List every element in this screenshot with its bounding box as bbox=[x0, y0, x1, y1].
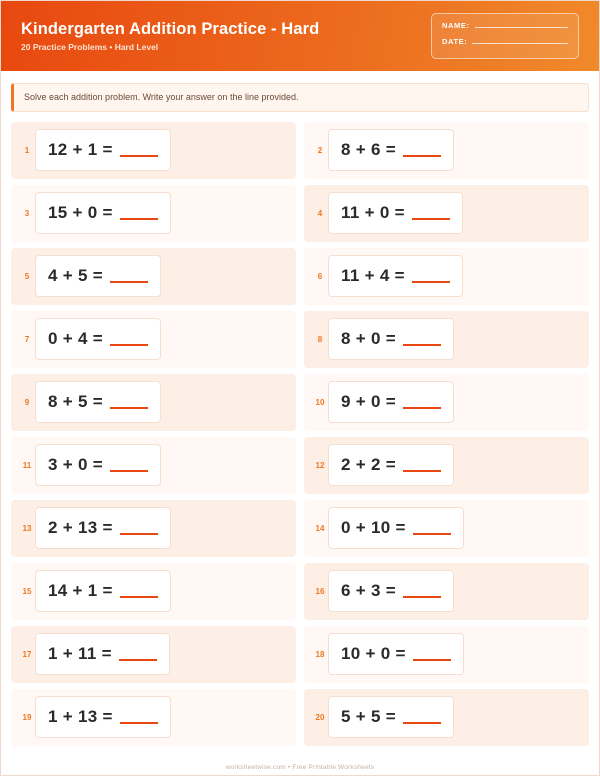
problem-number: 12 bbox=[315, 460, 325, 470]
problem-number: 17 bbox=[22, 649, 32, 659]
problem-item bbox=[304, 248, 589, 305]
answer-line[interactable] bbox=[120, 722, 158, 724]
problem-item bbox=[11, 626, 296, 683]
problem-item bbox=[11, 311, 296, 368]
problem-card bbox=[35, 507, 171, 549]
answer-line[interactable] bbox=[110, 470, 148, 472]
problem-card bbox=[328, 381, 454, 423]
footer-credit: worksheetwise.com • Free Printable Worksheets bbox=[225, 764, 375, 771]
problem-expression: 1 + 11 = bbox=[48, 644, 112, 664]
problem-expression: 14 + 1 = bbox=[48, 581, 113, 601]
answer-line[interactable] bbox=[110, 407, 148, 409]
instructions-banner bbox=[11, 83, 589, 112]
problem-number: 4 bbox=[317, 208, 323, 218]
problem-item bbox=[11, 437, 296, 494]
problem-expression: 10 + 0 = bbox=[341, 644, 406, 664]
problem-number: 16 bbox=[315, 586, 325, 596]
problem-expression: 5 + 5 = bbox=[341, 707, 397, 727]
problem-card bbox=[35, 696, 171, 738]
problem-item bbox=[304, 689, 589, 746]
answer-line[interactable] bbox=[403, 470, 441, 472]
answer-line[interactable] bbox=[403, 596, 441, 598]
problem-card bbox=[35, 255, 161, 297]
problem-card bbox=[328, 129, 454, 171]
problem-card bbox=[35, 381, 161, 423]
answer-line[interactable] bbox=[120, 218, 158, 220]
problem-item bbox=[304, 626, 589, 683]
page-subtitle: 20 Practice Problems • Hard Level bbox=[21, 41, 159, 52]
problem-card bbox=[328, 192, 463, 234]
problem-card bbox=[35, 444, 161, 486]
problem-number: 6 bbox=[317, 271, 323, 281]
problem-card bbox=[35, 633, 170, 675]
problem-item bbox=[11, 689, 296, 746]
problem-number: 10 bbox=[315, 397, 325, 407]
answer-line[interactable] bbox=[119, 659, 157, 661]
problem-expression: 11 + 0 = bbox=[341, 203, 405, 223]
page-title: Kindergarten Addition Practice - Hard bbox=[21, 19, 320, 38]
problem-item bbox=[11, 500, 296, 557]
problem-number: 20 bbox=[315, 712, 325, 722]
problem-number: 3 bbox=[24, 208, 30, 218]
problem-expression: 1 + 13 = bbox=[48, 707, 113, 727]
date-field-row[interactable] bbox=[442, 37, 568, 46]
problem-expression: 8 + 0 = bbox=[341, 329, 397, 349]
answer-line[interactable] bbox=[412, 218, 450, 220]
problem-item bbox=[11, 374, 296, 431]
name-label: NAME: bbox=[442, 21, 470, 30]
problem-expression: 15 + 0 = bbox=[48, 203, 113, 223]
problem-expression: 4 + 5 = bbox=[48, 266, 104, 286]
problem-card bbox=[328, 633, 464, 675]
problem-expression: 11 + 4 = bbox=[341, 266, 405, 286]
problem-card bbox=[328, 255, 463, 297]
instructions-text: Solve each addition problem. Write your answer on the line provided. bbox=[24, 92, 299, 102]
problem-card bbox=[328, 570, 454, 612]
answer-line[interactable] bbox=[110, 344, 148, 346]
problem-expression: 2 + 2 = bbox=[341, 455, 397, 475]
answer-line[interactable] bbox=[403, 407, 441, 409]
answer-line[interactable] bbox=[403, 722, 441, 724]
worksheet-header bbox=[1, 1, 599, 71]
problem-number: 19 bbox=[22, 712, 32, 722]
answer-line[interactable] bbox=[120, 155, 158, 157]
problem-expression: 0 + 10 = bbox=[341, 518, 406, 538]
name-write-line[interactable] bbox=[475, 27, 568, 28]
answer-line[interactable] bbox=[110, 281, 148, 283]
date-write-line[interactable] bbox=[472, 43, 568, 44]
problem-expression: 8 + 5 = bbox=[48, 392, 104, 412]
problem-card bbox=[328, 696, 454, 738]
problem-card bbox=[328, 444, 454, 486]
problem-card bbox=[35, 570, 171, 612]
problem-number: 9 bbox=[24, 397, 30, 407]
problem-item bbox=[304, 122, 589, 179]
answer-line[interactable] bbox=[120, 533, 158, 535]
problem-item bbox=[11, 185, 296, 242]
name-field-row[interactable] bbox=[442, 21, 568, 30]
problem-expression: 8 + 6 = bbox=[341, 140, 397, 160]
problem-number: 13 bbox=[22, 523, 32, 533]
problem-item bbox=[304, 437, 589, 494]
problem-card bbox=[35, 318, 161, 360]
problem-expression: 9 + 0 = bbox=[341, 392, 397, 412]
problem-item bbox=[304, 311, 589, 368]
problems-grid bbox=[11, 122, 589, 746]
problem-item bbox=[11, 248, 296, 305]
problem-expression: 3 + 0 = bbox=[48, 455, 104, 475]
problem-item bbox=[304, 563, 589, 620]
problem-number: 15 bbox=[22, 586, 32, 596]
problem-card bbox=[35, 129, 171, 171]
problem-number: 18 bbox=[315, 649, 325, 659]
problem-item bbox=[304, 185, 589, 242]
problem-expression: 6 + 3 = bbox=[341, 581, 397, 601]
answer-line[interactable] bbox=[413, 659, 451, 661]
answer-line[interactable] bbox=[413, 533, 451, 535]
problem-number: 14 bbox=[315, 523, 325, 533]
answer-line[interactable] bbox=[403, 344, 441, 346]
problem-card bbox=[328, 507, 464, 549]
problem-item bbox=[11, 563, 296, 620]
problem-number: 1 bbox=[24, 145, 30, 155]
student-info-box bbox=[431, 13, 579, 59]
problem-expression: 2 + 13 = bbox=[48, 518, 113, 538]
problem-item bbox=[11, 122, 296, 179]
problem-card bbox=[328, 318, 454, 360]
problem-number: 2 bbox=[317, 145, 323, 155]
answer-line[interactable] bbox=[412, 281, 450, 283]
problem-number: 8 bbox=[317, 334, 323, 344]
date-label: DATE: bbox=[442, 37, 468, 46]
header-text-block bbox=[17, 20, 431, 52]
problem-number: 7 bbox=[24, 334, 30, 344]
problem-item bbox=[304, 500, 589, 557]
problem-expression: 0 + 4 = bbox=[48, 329, 104, 349]
problem-number: 5 bbox=[24, 271, 30, 281]
problem-expression: 12 + 1 = bbox=[48, 140, 113, 160]
problem-item bbox=[304, 374, 589, 431]
answer-line[interactable] bbox=[403, 155, 441, 157]
problem-number: 11 bbox=[22, 460, 32, 470]
problem-card bbox=[35, 192, 171, 234]
answer-line[interactable] bbox=[120, 596, 158, 598]
